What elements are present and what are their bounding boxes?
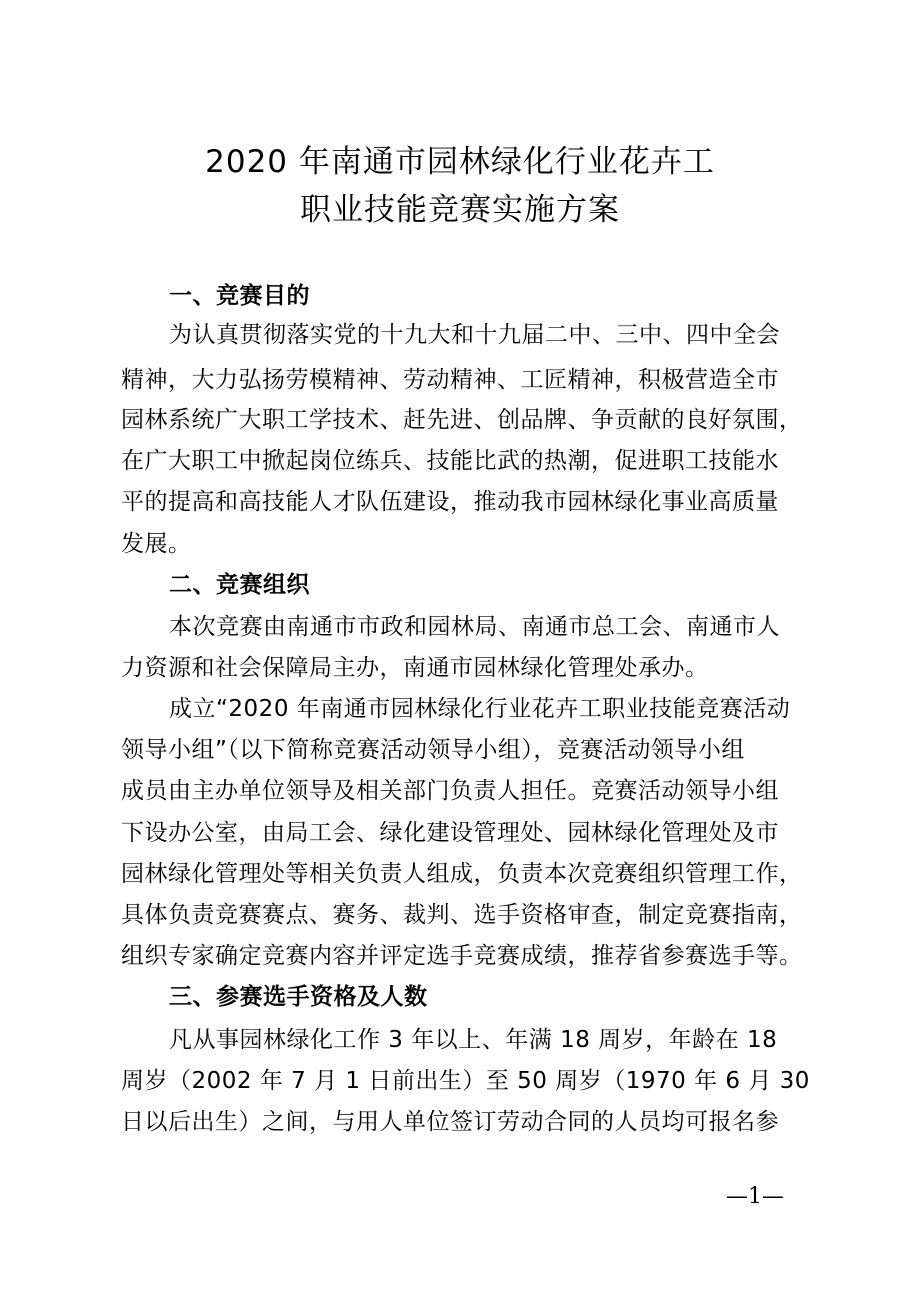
section-heading: 三、参赛选手资格及人数 — [169, 984, 428, 1010]
paragraph-line: 成员由主办单位领导及相关部门负责人担任。竞赛活动领导小组 — [121, 778, 779, 804]
section-heading: 二、竞赛组织 — [169, 572, 310, 598]
paragraph-line: 发展。 — [121, 531, 192, 557]
paragraph-line: 组织专家确定竞赛内容并评定选手竞赛成绩，推荐省参赛选手等。 — [121, 943, 803, 969]
paragraph-line: 园林绿化管理处等相关负责人组成，负责本次竞赛组织管理工作， — [121, 861, 803, 887]
section-heading: 一、竞赛目的 — [169, 283, 310, 309]
paragraph-line: 园林系统广大职工学技术、赶先进、创品牌、争贡献的良好氛围， — [121, 407, 803, 433]
paragraph-line: 日以后出生）之间，与用人单位签订劳动合同的人员均可报名参 — [121, 1109, 779, 1135]
paragraph-line: 平的提高和高技能人才队伍建设，推动我市园林绿化事业高质量 — [121, 489, 779, 515]
document-title-line-1: 2020 年南通市园林绿化行业花卉工 — [205, 144, 715, 180]
document-title-line-2: 职业技能竞赛实施方案 — [300, 192, 620, 228]
paragraph-line: 成立“2020 年南通市园林绿化行业花卉工职业技能竞赛活动 — [169, 696, 791, 722]
paragraph-line: 本次竞赛由南通市市政和园林局、南通市总工会、南通市人 — [169, 614, 780, 640]
paragraph-line: 周岁（2002 年 7 月 1 日前出生）至 50 周岁（1970 年 6 月 30 — [121, 1068, 810, 1094]
paragraph-line: 精神，大力弘扬劳模精神、劳动精神、工匠精神，积极营造全市 — [121, 367, 779, 393]
paragraph-line: 力资源和社会保障局主办，南通市园林绿化管理处承办。 — [121, 655, 709, 681]
paragraph-line: 在广大职工中掀起岗位练兵、技能比武的热潮，促进职工技能水 — [121, 448, 779, 474]
page-number: —1— — [726, 1184, 784, 1209]
paragraph-line: 具体负责竞赛赛点、赛务、裁判、选手资格审查，制定竞赛指南， — [121, 902, 803, 928]
paragraph-line: 下设办公室，由局工会、绿化建设管理处、园林绿化管理处及市 — [121, 820, 779, 846]
paragraph-line: 领导小组”（以下简称竞赛活动领导小组），竞赛活动领导小组 — [121, 737, 745, 763]
paragraph-line: 为认真贯彻落实党的十九大和十九届二中、三中、四中全会 — [169, 322, 780, 348]
paragraph-line: 凡从事园林绿化工作 3 年以上、年满 18 周岁，年龄在 18 — [169, 1027, 778, 1053]
